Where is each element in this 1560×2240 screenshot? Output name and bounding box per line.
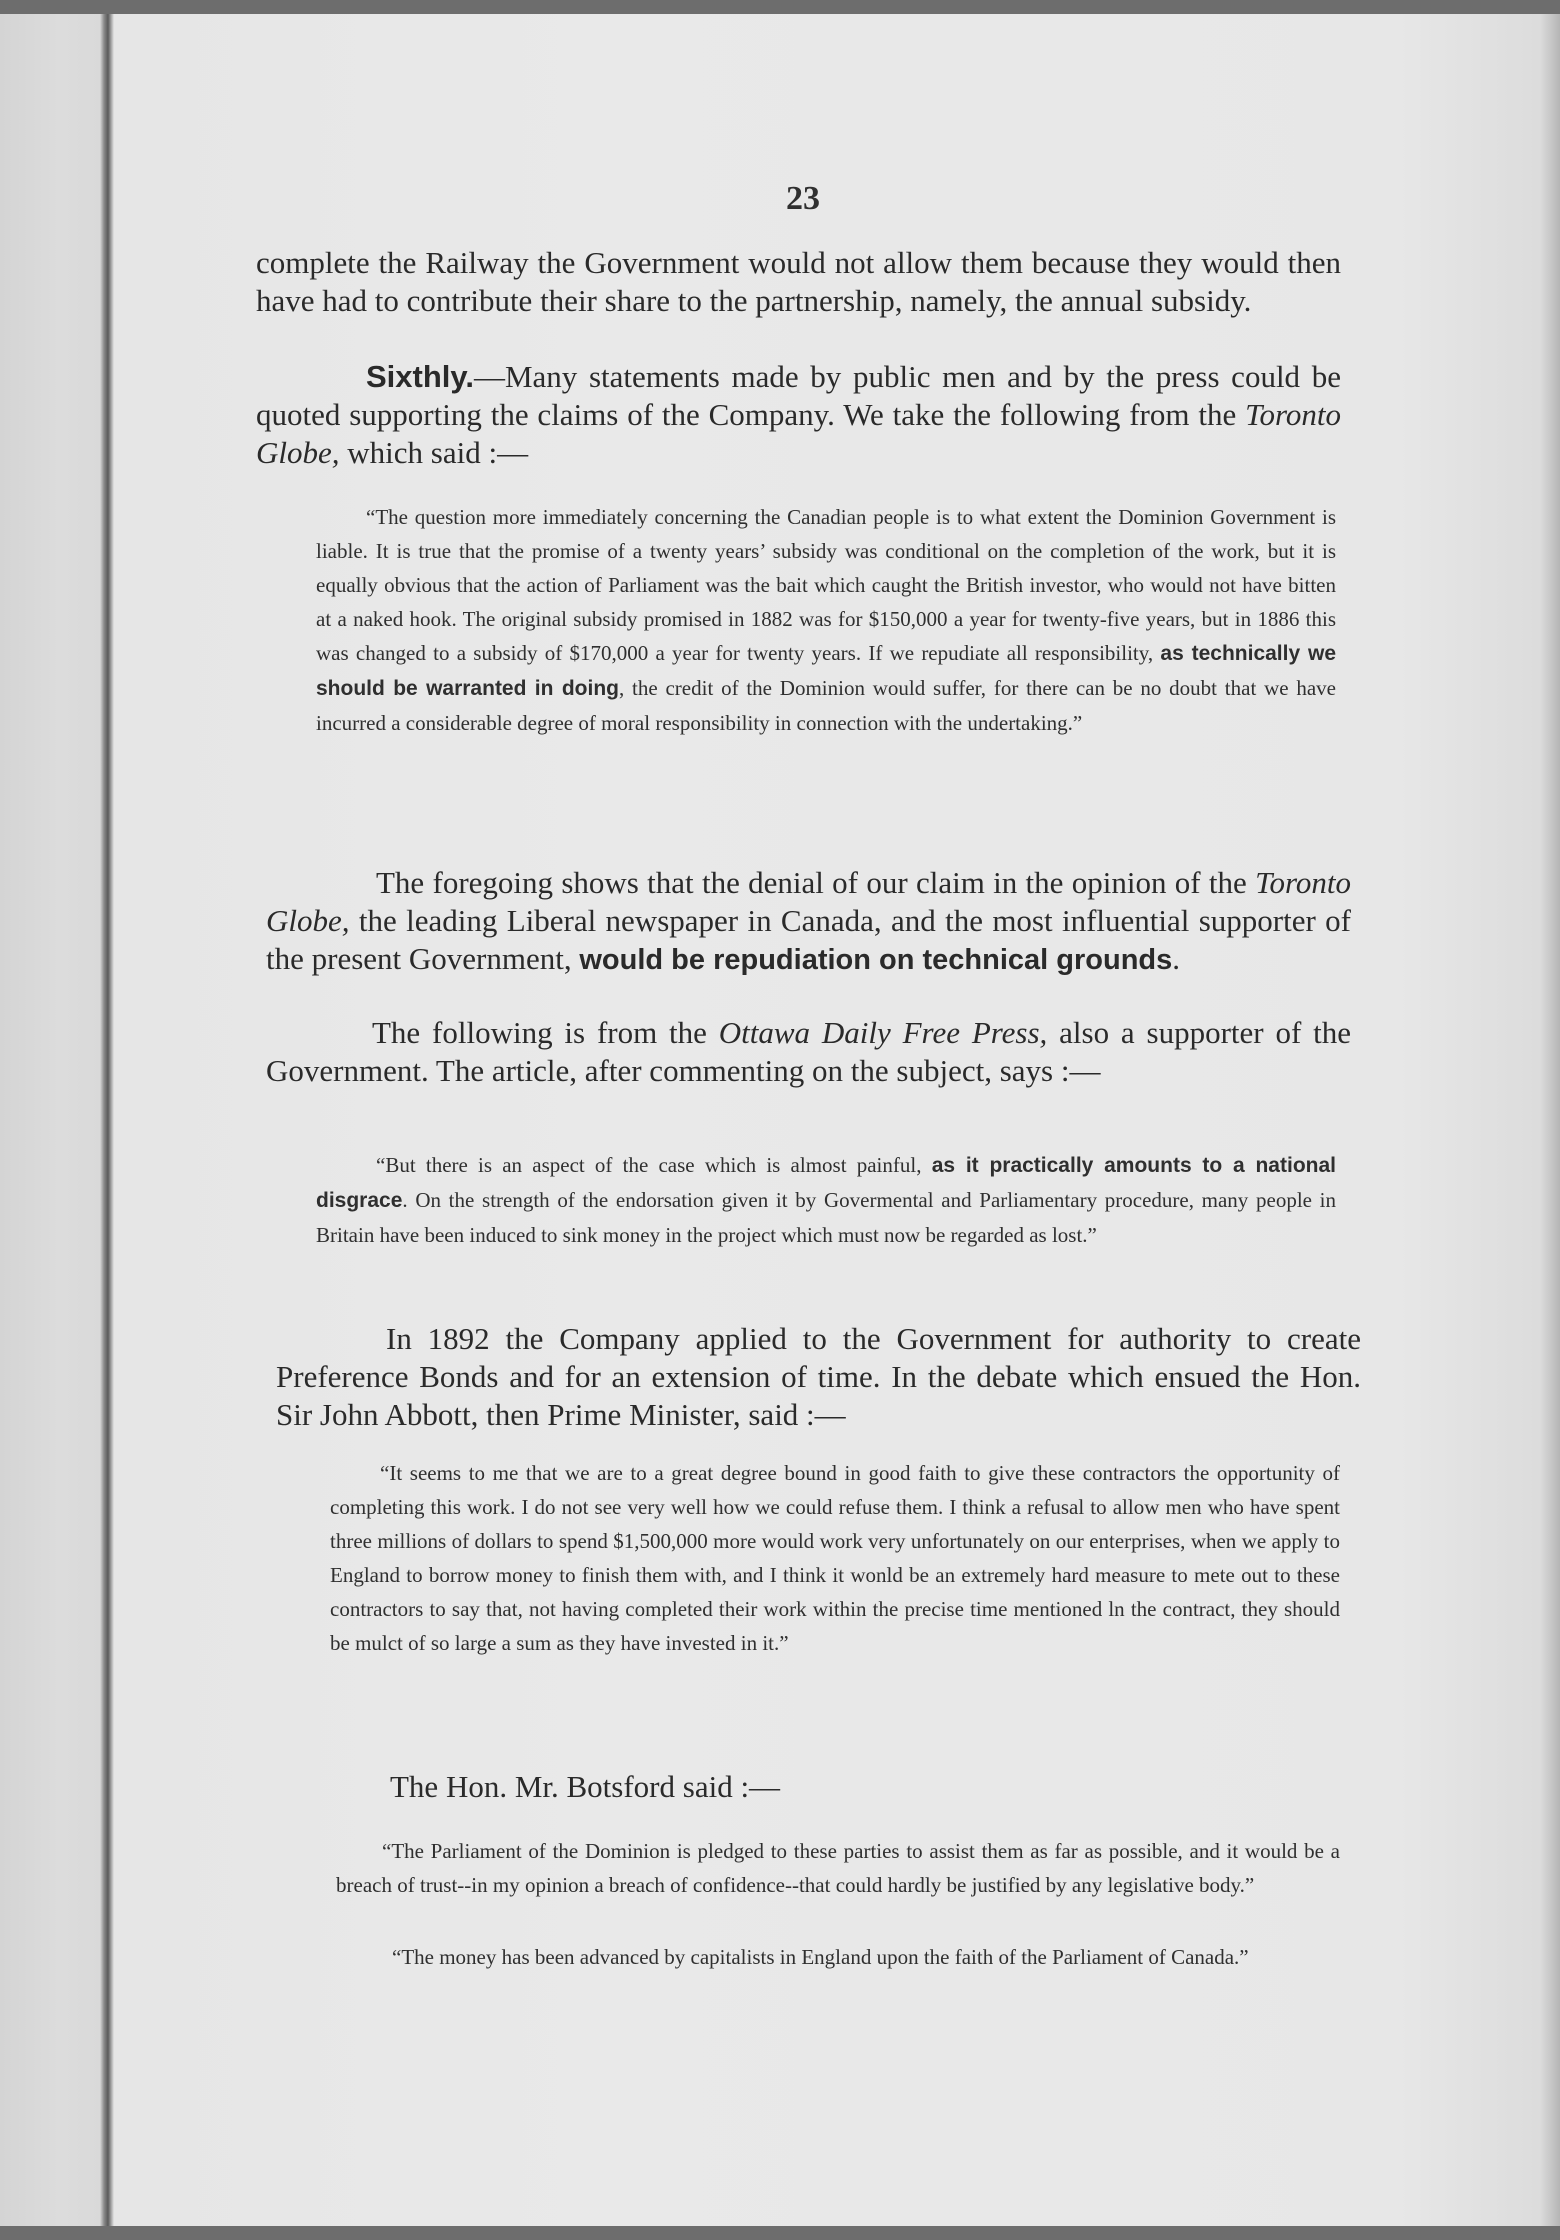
paragraph-1892: [276, 1320, 1361, 1434]
quote2-bold: as it practically amounts to a national disgrace: [316, 1154, 1336, 1212]
foregoing-bold: would be repudiation on technical grounds: [579, 944, 1173, 976]
quote-abbott-text: “It seems to me that we are to a great degree bound in good faith to give these contractors the opportunity of completing this work. I do not see very well how we could refuse them. I think a refusal to allow men who have spent three millions of dollars to spend $1,500,000 more would work very unfortunately on our enterprises, when we apply to England to borrow money to finish them with, and I think it wonld be an extremely hard measure to mete out to these contractors to say that, not having completed their work within the precise time mentioned ln the contract, they should be mulct of so large a sum as they have invested in it.”: [330, 1461, 1340, 1655]
sixthly-lead: Sixthly.: [366, 359, 474, 394]
quote-botsford-1: [336, 1834, 1340, 1902]
quote-botsford-1-text: “The Parliament of the Dominion is pledged to these parties to assist them as far as possible, and it would be a breach of trust--in my opinion a breach of confidence--that could hardly be justified by any legislative body.”: [336, 1839, 1340, 1897]
quote-botsford-2: [336, 1940, 1340, 1974]
ottawa-text-a: The following is from the: [372, 1015, 719, 1050]
source-toronto-globe: Toronto Globe,: [256, 397, 1341, 470]
quote1-text-a: “The question more immediately concerning the Canadian people is to what extent the Dominion Government is liable. It is true that the promise of a twenty years’ subsidy was conditional on the completion of the work, but it is equally obvious that the action of Parliament was the bait which caught the British investor, who would not have bitten at a naked hook. The original subsidy promised in 1882 was for $150,000 a year for twenty-five years, but in 1886 this was changed to a subsidy of $170,000 a year for twenty years. If we repudiate all responsibility,: [316, 505, 1336, 665]
scan-top-border: [0, 0, 1560, 14]
ottawa-text-b: also a supporter of the Government. The article, after commenting on the subject, says :—: [266, 1015, 1351, 1088]
quote-toronto-globe: [316, 500, 1336, 740]
quote-botsford-2-text: “The money has been advanced by capitalists in England upon the faith of the Parliament of Canada.”: [392, 1945, 1249, 1969]
page-number: 23: [786, 180, 820, 217]
paragraph-foregoing: The foregoing shows that the denial of our claim in the opinion of the Toronto Globe, the leading Liberal newspaper in Canada, and the most influential supporter of the present Government, would be repudiation on technical grounds.: [266, 865, 1351, 976]
paragraph-ottawa: [266, 1014, 1351, 1090]
paragraph-botsford-text: The Hon. Mr. Botsford said :—: [390, 1769, 781, 1804]
quote2-text-a: “But there is an aspect of the case which is almost painful,: [376, 1153, 932, 1177]
source-ottawa-free-press: Ottawa Daily Free Press,: [718, 1015, 1048, 1050]
foregoing-text-b: the leading Liberal newspaper in Canada, and the most influential supporter of the present Government,: [266, 903, 1351, 976]
paragraph-1892-text: In 1892 the Company applied to the Government for authority to create Preference Bonds and for an extension of time. In the debate which ensued the Hon. Sir John Abbott, then Prime Minister, said :—: [276, 1321, 1361, 1432]
quote-ottawa-free-press: [316, 1148, 1336, 1252]
quote1-text-b: , the credit of the Dominion would suffer, for there can be no doubt that we have incurred a considerable degree of moral responsibility in connection with the undertaking.”: [316, 676, 1336, 735]
sixthly-text: —Many statements made by public men and by the press could be quoted supporting the claims of the Company. We take the following from the: [256, 359, 1341, 432]
quote-abbott: [330, 1456, 1340, 1660]
source-toronto-globe-2: Toronto Globe,: [266, 865, 1351, 938]
sixthly-after: which said :—: [339, 435, 529, 470]
paragraph-continuation: [256, 244, 1341, 320]
paragraph-botsford: [390, 1768, 1290, 1806]
paragraph-sixthly: [256, 358, 1341, 472]
foregoing-text-a: The foregoing shows that the denial of our claim in the opinion of the: [376, 865, 1256, 900]
scan-bottom-border: [0, 2226, 1560, 2240]
quote1-bold: as technically we should be warranted in doing: [316, 642, 1336, 700]
quote2-text-b: . On the strength of the endorsation given it by Govermental and Parliamentary procedure, many people in Britain have been induced to sink money in the project which must now be regarded as lost.”: [316, 1188, 1336, 1247]
paragraph-text: complete the Railway the Government would not allow them because they would then have had to contribute their share to the partnership, namely, the annual subsidy.: [256, 245, 1341, 318]
